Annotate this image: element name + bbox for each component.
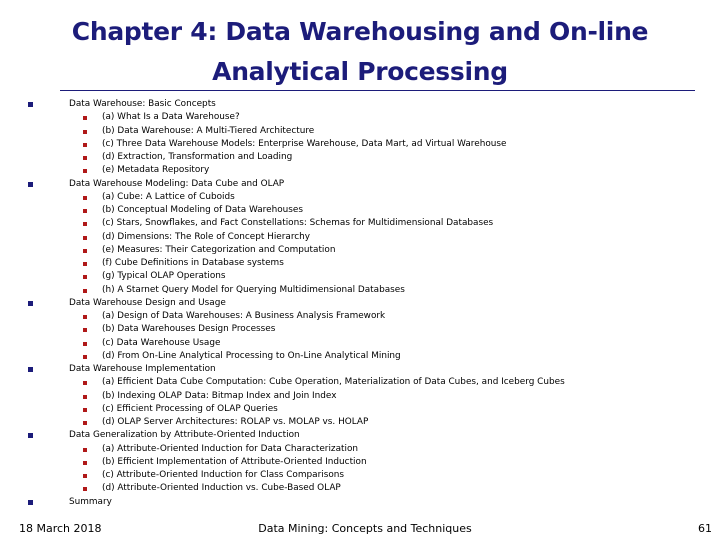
subsection-item [0,443,720,456]
section-heading [0,178,720,191]
outline-list [0,98,720,509]
subsection-item [0,350,720,363]
subsection-text: (a) Design of Data Warehouses: A Business Analysis Framework [102,311,386,321]
small-square-bullet-icon [83,169,87,173]
square-bullet-icon [28,182,33,187]
small-square-bullet-icon [83,328,87,332]
subsection-item [0,323,720,336]
subsection-text: (b) Data Warehouses Design Processes [102,324,276,335]
subsection-text: (a) Cube: A Lattice of Cuboids [102,191,235,202]
subsection-text: (d) From On-Line Analytical Processing to On-Line Analytical Mining [102,350,401,361]
subsection-item [0,151,720,164]
subsection-item [0,164,720,177]
slide-title-line-2: Analytical Processing [212,57,508,86]
small-square-bullet-icon [83,461,87,465]
section-heading-text: Data Warehouse Design and Usage [69,297,226,308]
section-heading [0,496,720,509]
square-bullet-icon [28,433,33,438]
small-square-bullet-icon [83,130,87,134]
small-square-bullet-icon [83,209,87,213]
small-square-bullet-icon [83,289,87,293]
square-bullet-icon [28,500,33,505]
subsection-text: (c) Stars, Snowflakes, and Fact Constellations: Schemas for Multidimensional Databases [102,218,494,229]
footer-course-title: Data Mining: Concepts and Techniques [258,522,472,535]
section-heading-text: Summary [69,496,112,507]
subsection-text: (b) Data Warehouse: A Multi-Tiered Architecture [102,125,315,136]
subsection-item [0,376,720,389]
subsection-item [0,111,720,124]
subsection-text: (d) Extraction, Transformation and Loading [102,152,293,162]
square-bullet-icon [28,301,33,306]
small-square-bullet-icon [83,275,87,279]
subsection-item [0,403,720,416]
section-heading-text: Data Warehouse: Basic Concepts [69,99,216,109]
subsection-text: (d) Dimensions: The Role of Concept Hierarchy [102,231,311,242]
subsection-text: (f) Cube Definitions in Database systems [102,258,284,268]
subsection-item [0,217,720,230]
subsection-text: (c) Attribute-Oriented Induction for Class Comparisons [102,470,344,480]
subsection-list [0,443,720,496]
slide-title [0,12,720,92]
section-heading [0,363,720,376]
subsection-text: (c) Data Warehouse Usage [102,337,221,348]
subsection-item [0,469,720,482]
subsection-text: (c) Efficient Processing of OLAP Queries [102,403,278,414]
subsection-text: (b) Efficient Implementation of Attribute-Oriented Induction [102,456,367,467]
subsection-list [0,191,720,297]
section-heading-text: Data Warehouse Implementation [69,364,216,374]
subsection-item [0,244,720,257]
section-heading-text: Data Warehouse Modeling: Data Cube and OLAP [69,178,285,189]
subsection-text: (a) Efficient Data Cube Computation: Cube Operation, Materialization of Data Cubes, and Iceberg Cubes [102,377,565,388]
subsection-item [0,390,720,403]
outline-section [0,178,720,297]
subsection-item [0,270,720,283]
section-heading [0,429,720,442]
section-heading [0,98,720,111]
subsection-item [0,284,720,297]
section-heading-text: Data Generalization by Attribute-Oriented Induction [69,430,300,441]
subsection-item [0,125,720,138]
subsection-text: (e) Measures: Their Categorization and Computation [102,244,336,255]
outline-section [0,496,720,509]
subsection-text: (a) What Is a Data Warehouse? [102,112,240,123]
subsection-item [0,204,720,217]
small-square-bullet-icon [83,474,87,478]
square-bullet-icon [28,367,33,372]
outline-section [0,363,720,429]
subsection-list [0,310,720,363]
subsection-item [0,138,720,151]
small-square-bullet-icon [83,236,87,240]
outline-section [0,297,720,363]
outline-section [0,429,720,495]
subsection-text: (b) Indexing OLAP Data: Bitmap Index and Join Index [102,390,337,401]
small-square-bullet-icon [83,315,87,319]
small-square-bullet-icon [83,143,87,147]
subsection-text: (c) Three Data Warehouse Models: Enterprise Warehouse, Data Mart, ad Virtual Warehouse [102,138,507,149]
small-square-bullet-icon [83,448,87,452]
square-bullet-icon [28,102,33,107]
footer-date: 18 March 2018 [19,522,102,535]
slide-title-line-1: Chapter 4: Data Warehousing and On-line [71,17,649,46]
subsection-list [0,111,720,177]
subsection-text: (d) OLAP Server Architectures: ROLAP vs. MOLAP vs. HOLAP [102,417,369,427]
title-divider [60,90,695,91]
subsection-text: (b) Conceptual Modeling of Data Warehouses [102,205,303,215]
small-square-bullet-icon [83,381,87,385]
subsection-text: (h) A Starnet Query Model for Querying Multidimensional Databases [102,284,405,295]
subsection-text: (d) Attribute-Oriented Induction vs. Cube-Based OLAP [102,483,341,494]
small-square-bullet-icon [83,156,87,160]
small-square-bullet-icon [83,395,87,399]
subsection-text: (a) Attribute-Oriented Induction for Data Characterization [102,443,359,454]
subsection-item [0,337,720,350]
subsection-item [0,231,720,244]
small-square-bullet-icon [83,421,87,425]
small-square-bullet-icon [83,487,87,491]
subsection-item [0,416,720,429]
subsection-item [0,257,720,270]
page-number: 61 [698,522,712,535]
subsection-item [0,482,720,495]
section-heading [0,297,720,310]
small-square-bullet-icon [83,342,87,346]
small-square-bullet-icon [83,262,87,266]
small-square-bullet-icon [83,222,87,226]
small-square-bullet-icon [83,408,87,412]
small-square-bullet-icon [83,116,87,120]
subsection-item [0,310,720,323]
small-square-bullet-icon [83,355,87,359]
subsection-item [0,456,720,469]
subsection-item [0,191,720,204]
subsection-text: (g) Typical OLAP Operations [102,271,226,282]
small-square-bullet-icon [83,196,87,200]
small-square-bullet-icon [83,249,87,253]
subsection-text: (e) Metadata Repository [102,165,210,176]
outline-section [0,98,720,178]
subsection-list [0,376,720,429]
